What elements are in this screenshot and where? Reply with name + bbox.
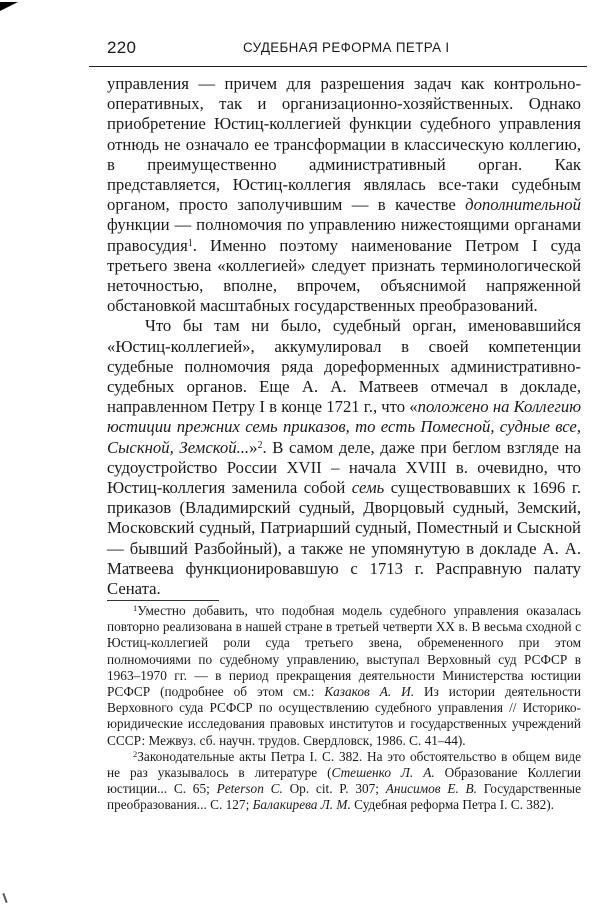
paragraph-1-emphasis-a: дополнительной	[465, 195, 581, 215]
footnotes	[107, 603, 581, 814]
footnote-2-text-d: Государственные преобразования... С. 127;	[107, 781, 581, 813]
footnote-2	[107, 749, 581, 814]
page-header	[89, 38, 587, 62]
paragraph-2-quote: положено на Коллегию юстиции прежних семь приказов, то есть Помесной, судные все, Сыскной, Земской...	[107, 397, 581, 457]
footnote-2-number: 2	[133, 748, 138, 759]
footnote-ref-2: 2	[257, 439, 263, 451]
footnote-2-author-4: Балакирева Л. М.	[252, 797, 351, 813]
footnote-rule	[107, 600, 219, 601]
footnote-1	[107, 603, 581, 749]
footnote-ref-1: 1	[187, 237, 193, 249]
paragraph-2	[107, 316, 581, 599]
paragraph-1-text-b: функции — полномочия по управлению нижестоящими органами правосудия	[107, 215, 581, 255]
main-text	[107, 74, 581, 599]
footnote-2-author-3: Анисимов Е. В.	[385, 781, 477, 797]
footnote-1-text-a: Уместно добавить, что подобная модель судебного управления оказалась повторно реализована в нашей стране в третьей четверти XX в. В весьма сходной с Юстиц-коллегией роли суда третьего звена, обремененного при этом полномочиями по судебному управлению, выступал Верховный суд РСФСР в 1963–1970 гг. — в период прекращения деятельности Министерства юстиции РСФСР (подробнее об этом см.:	[107, 603, 581, 700]
footnote-2-text-b: Образование Коллегии юстиции... С. 65;	[107, 765, 581, 797]
footnote-2-author-2: Peterson C.	[216, 781, 283, 797]
header-rule	[89, 66, 587, 67]
paragraph-2-text-a: Что бы там ни было, судебный орган, именовавшийся «Юстиц-коллегией», аккумулировал в своей компетенции судебные полномочия ряда дореформенных административно-судебных органов. Еще А. А. Матвеев отмечал в докладе, направленном Петру I в конце 1721 г., что «	[107, 316, 581, 417]
paragraph-2-emphasis-seven: семь	[351, 478, 385, 498]
footnote-2-author-1: Стешенко Л. А.	[331, 765, 435, 781]
paragraph-1-text-c: . Именно поэтому наименование Петром I суда третьего звена «коллегией» следует признать терминологической неточностью, вполне, впрочем, объяснимой напряженной обстановкой масштабных государственных преобразований.	[107, 235, 581, 316]
footnote-2-text-c: Op. cit. P. 307;	[282, 781, 386, 797]
paragraph-1-text-a: управления — причем для разрешения задач как контрольно-оперативных, так и организационно-хозяйственных. Однако приобретение Юстиц-коллегией функции судебного управления отнюдь не означало ее трансформации в классическую коллегию, в преимущественно административный орган. Как представляется, Юстиц-коллегия являлась все-таки судебным органом, просто заполучившим — в качестве	[107, 74, 581, 215]
footnote-2-text-e: Судебная реформа Петра I. С. 382).	[350, 797, 555, 813]
paragraph-1	[107, 74, 581, 316]
paragraph-2-text-c: . В самом деле, даже при беглом взгляде на судоустройство России XVII – начала XVIII в. очевидно, что Юстиц-коллегия заменила собой	[107, 437, 581, 498]
running-title: СУДЕБНАЯ РЕФОРМА ПЕТРА I	[243, 40, 450, 55]
footnote-1-text-b: Из истории деятельности Верховного суда РСФСР по осуществлению судебного управления // Историко-юридические исследования правовых институтов и государственных учреждений СССР: Межвуз. сб. научн. трудов. Свердловск, 1986. С. 41–44).	[107, 684, 581, 748]
page-number: 220	[107, 38, 137, 57]
footnote-1-number: 1	[133, 603, 138, 613]
scan-corner-mark	[0, 2, 18, 11]
footnote-1-author: Казаков А. И.	[324, 684, 415, 700]
paragraph-2-text-b: »	[249, 437, 258, 457]
scan-speck	[2, 893, 7, 903]
footnote-2-text-a: Законодательные акты Петра I. С. 382. На это обстоятельство в общем виде не раз указывалось в литературе (	[107, 748, 581, 781]
paragraph-2-text-d: существовавших к 1696 г. приказов (Владимирский судный, Дворцовый судный, Земский, Московский судный, Патриарший судный, Поместный и Сыскной — бывший Разбойный), а также не упомянутую в докладе А. А. Матвеева функционировавшую с 1713 г. Расправную палату Сената.	[107, 478, 581, 599]
